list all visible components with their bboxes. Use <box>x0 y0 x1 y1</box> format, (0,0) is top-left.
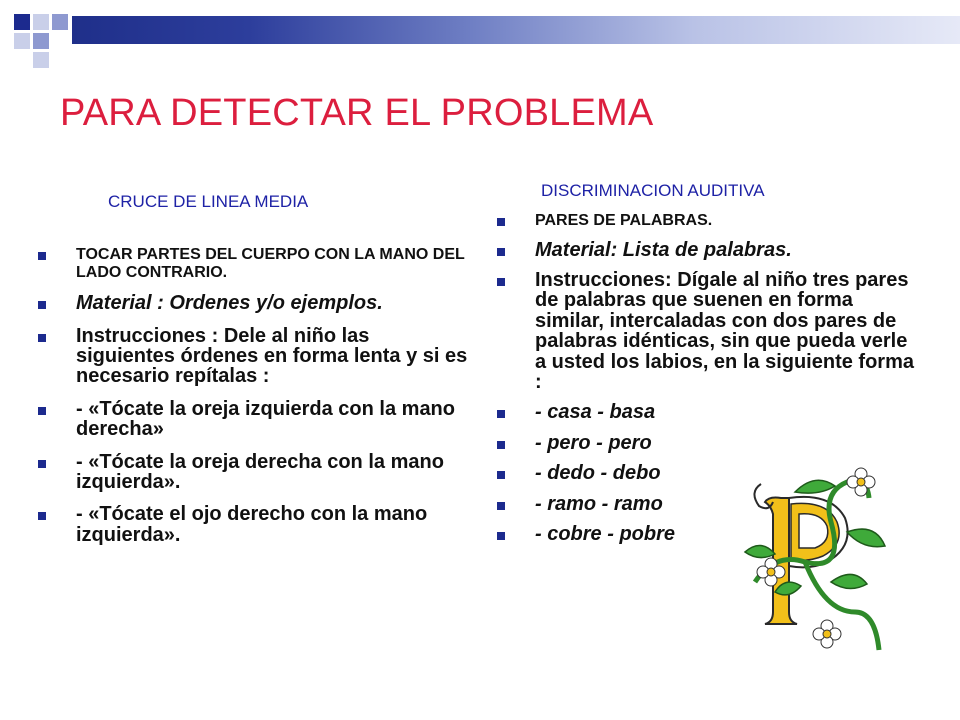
list-item-text: Material : Ordenes y/o ejemplos. <box>76 292 383 315</box>
list-item-text: Material: Lista de palabras. <box>535 238 792 261</box>
bullet-square-icon <box>497 278 505 286</box>
list-item-text: - casa - basa <box>535 401 656 424</box>
bullet-square-icon <box>38 407 46 415</box>
list-item-text: - «Tócate el ojo derecho con la mano izquierda». <box>76 503 428 546</box>
list-item-text: - cobre - pobre <box>535 522 676 545</box>
bullet-square-icon <box>38 252 46 260</box>
list-item-text: - ramo - ramo <box>535 492 663 515</box>
bullet-square-icon <box>38 512 46 520</box>
list-item <box>38 326 468 387</box>
list-item-text: PARES DE PALABRAS. <box>535 212 713 229</box>
flower-icon <box>847 468 875 496</box>
bullet-square-icon <box>38 301 46 309</box>
header-gradient-band <box>72 16 960 44</box>
bullet-square-icon <box>38 334 46 342</box>
corner-square-mid <box>52 14 68 30</box>
bullet-square-icon <box>497 502 505 510</box>
corner-square-mid <box>33 33 49 49</box>
corner-square-dark <box>14 14 30 30</box>
flowered-letter-p-icon <box>735 462 895 662</box>
list-item <box>497 270 917 392</box>
list-item <box>38 504 468 545</box>
list-item <box>497 433 917 453</box>
corner-square-light <box>33 52 49 68</box>
list-item-text: TOCAR PARTES DEL CUERPO CON LA MANO DEL LADO CONTRARIO. <box>76 246 465 281</box>
list-item-text: - «Tócate la oreja derecha con la mano izquierda». <box>76 450 444 493</box>
left-column-heading: CRUCE DE LINEA MEDIA <box>108 192 309 211</box>
list-item <box>497 212 917 230</box>
slide-title: PARA DETECTAR EL PROBLEMA <box>60 92 654 134</box>
list-item <box>497 240 917 260</box>
list-item <box>497 402 917 422</box>
corner-square-light <box>14 33 30 49</box>
list-item <box>38 246 468 281</box>
bullet-square-icon <box>497 471 505 479</box>
right-column-heading: DISCRIMINACION AUDITIVA <box>541 181 765 200</box>
bullet-square-icon <box>497 441 505 449</box>
list-item <box>38 293 468 313</box>
bullet-square-icon <box>38 460 46 468</box>
left-bullet-list <box>38 246 468 557</box>
list-item-text: Instrucciones: Dígale al niño tres pares de palabras que suenen en forma similar, intercaladas con dos pares de palabras idénticas, sin que pueda verle a usted los labios, en la siguiente forma : <box>535 268 914 393</box>
list-item-text: - pero - pero <box>535 431 652 454</box>
list-item <box>38 452 468 493</box>
bullet-square-icon <box>497 532 505 540</box>
bullet-square-icon <box>497 218 505 226</box>
list-item-text: - dedo - debo <box>535 462 661 485</box>
bullet-square-icon <box>497 248 505 256</box>
list-item-text: Instrucciones : Dele al niño las siguientes órdenes en forma lenta y si es necesario repítalas : <box>76 324 468 388</box>
corner-square-light <box>33 14 49 30</box>
flower-icon <box>813 620 841 648</box>
bullet-square-icon <box>497 410 505 418</box>
list-item <box>38 399 468 440</box>
list-item-text: - «Tócate la oreja izquierda con la mano derecha» <box>76 397 455 441</box>
